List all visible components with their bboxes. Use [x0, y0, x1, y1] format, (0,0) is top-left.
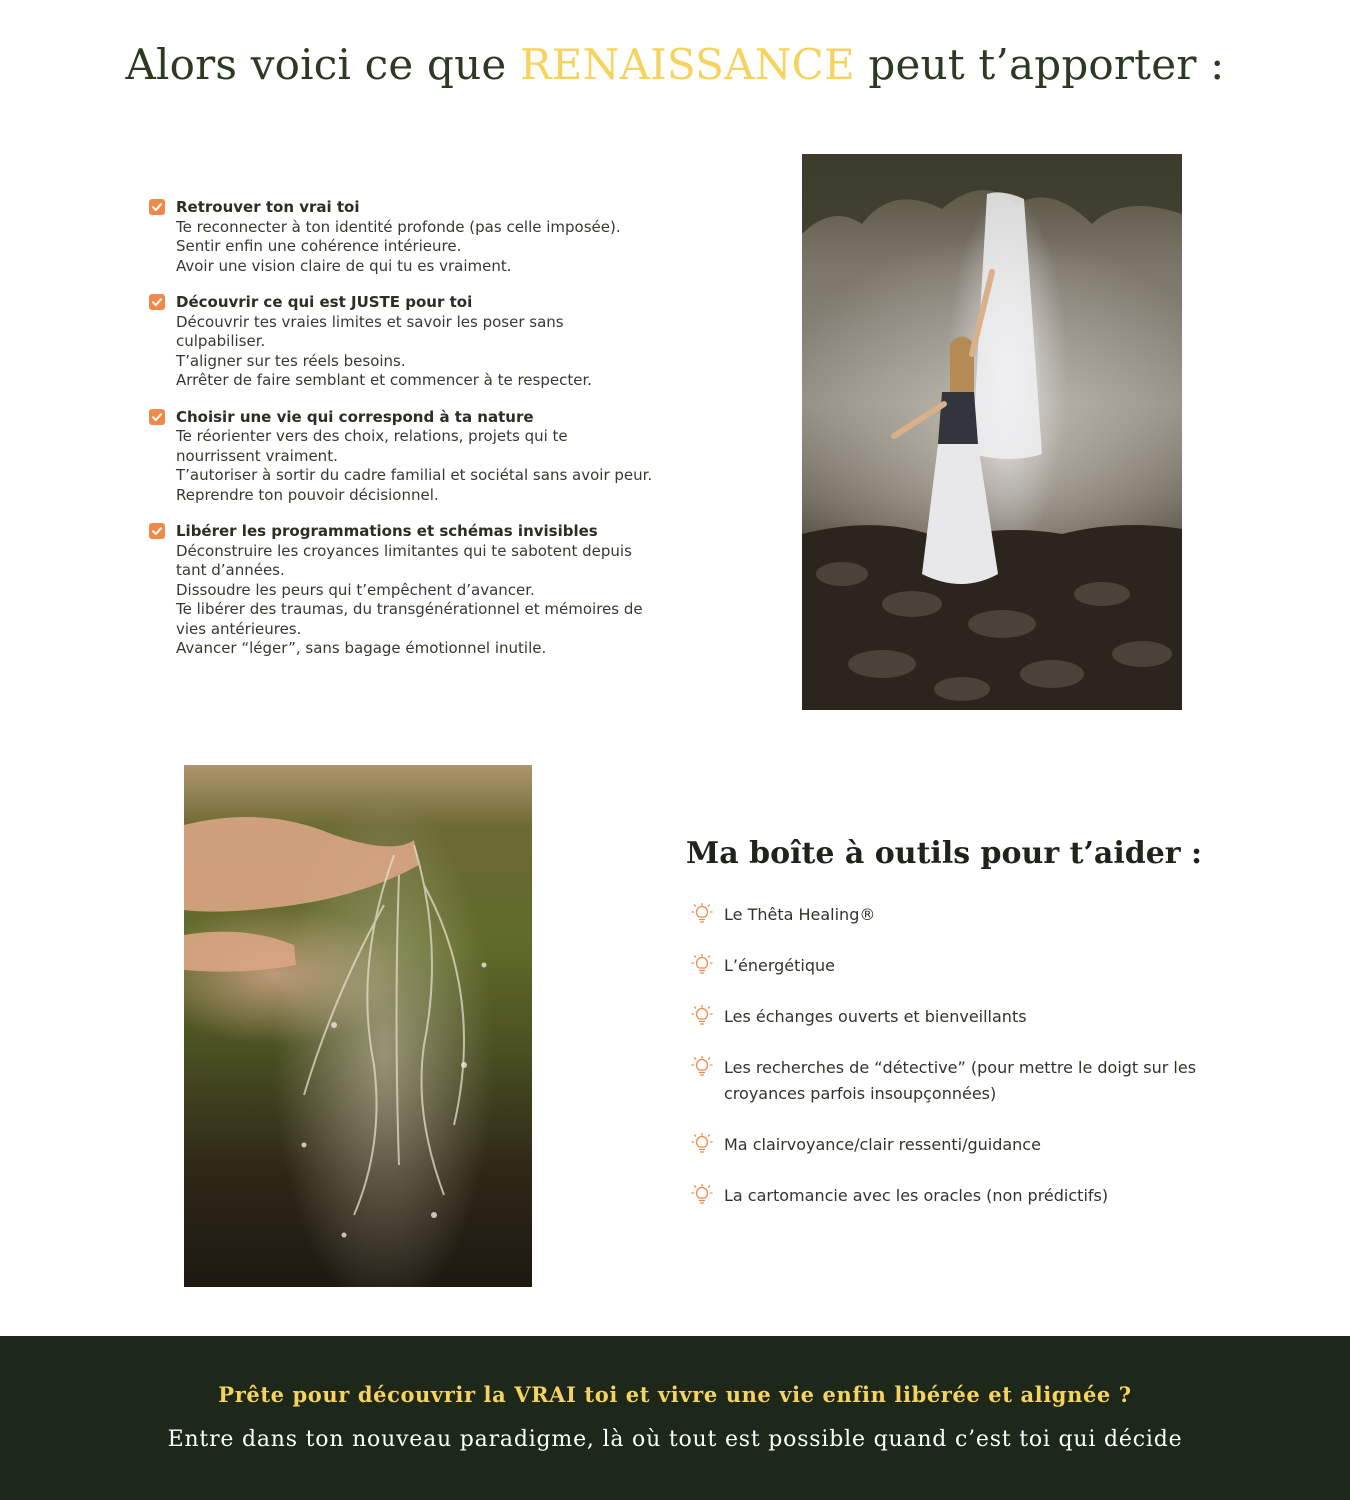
- benefit-description-line: Découvrir tes vraies limites et savoir les poser sans: [176, 312, 564, 331]
- toolbox-item: [690, 953, 1230, 979]
- heading-text-after: peut t’apporter :: [854, 40, 1225, 89]
- benefit-item: [149, 408, 689, 506]
- toolbox-item-label: Ma clairvoyance/clair ressenti/guidance: [724, 1135, 1041, 1154]
- benefit-description-line: Reprendre ton pouvoir décisionnel.: [176, 485, 439, 504]
- waterfall-woman-photo: [802, 154, 1182, 710]
- benefit-description-line: Avoir une vision claire de qui tu es vraiment.: [176, 256, 512, 275]
- toolbox-item-label: La cartomancie avec les oracles (non prédictifs): [724, 1186, 1109, 1205]
- lightbulb-icon: [690, 953, 714, 981]
- lightbulb-icon: [690, 1004, 714, 1032]
- toolbox-item: [690, 1004, 1230, 1030]
- lightbulb-icon: [690, 1132, 714, 1160]
- benefit-item: [149, 293, 689, 391]
- benefits-list: [149, 198, 689, 676]
- benefit-description-line: culpabiliser.: [176, 332, 266, 350]
- benefit-description-line: Déconstruire les croyances limitantes qui te sabotent depuis: [176, 541, 632, 560]
- water-splash-illustration: [184, 765, 532, 1287]
- footer-headline: Prête pour découvrir la VRAI toi et vivre une vie enfin libérée et alignée ?: [218, 1382, 1132, 1407]
- benefit-description-line: Dissoudre les peurs qui t’empêchent d’avancer.: [176, 580, 535, 599]
- benefit-title: Découvrir ce qui est JUSTE pour toi: [176, 293, 473, 311]
- toolbox-item-label: Le Thêta Healing®: [724, 905, 876, 924]
- benefit-description-line: Te libérer des traumas, du transgénérationnel et mémoires de: [176, 600, 643, 618]
- heading-text-before: Alors voici ce que: [125, 40, 520, 89]
- footer-subline: Entre dans ton nouveau paradigme, là où tout est possible quand c’est toi qui décide: [167, 1427, 1183, 1452]
- toolbox-item: [690, 1132, 1230, 1158]
- benefit-description-line: Te reconnecter à ton identité profonde (pas celle imposée).: [176, 217, 621, 236]
- checkbox-icon: [149, 409, 165, 425]
- page-heading: [0, 40, 1350, 89]
- benefit-description-line: vies antérieures.: [176, 619, 302, 638]
- toolbox-item-label: L’énergétique: [724, 956, 835, 975]
- toolbox-title: Ma boîte à outils pour t’aider :: [686, 836, 1203, 871]
- toolbox-item-label: Les échanges ouverts et bienveillants: [724, 1007, 1027, 1026]
- benefit-description-line: Avancer “léger”, sans bagage émotionnel inutile.: [176, 639, 547, 657]
- toolbox-item: [690, 1055, 1230, 1107]
- benefit-title: Choisir une vie qui correspond à ta nature: [176, 407, 534, 426]
- checkbox-icon: [149, 523, 165, 539]
- lightbulb-icon: [690, 1183, 714, 1211]
- waterfall-photo-illustration: [802, 154, 1182, 710]
- benefit-description-line: T’autoriser à sortir du cadre familial et sociétal sans avoir peur.: [176, 466, 653, 484]
- lightbulb-icon: [690, 902, 714, 930]
- heading-highlight: RENAISSANCE: [519, 40, 855, 89]
- benefit-description-line: tant d’années.: [176, 561, 285, 579]
- benefit-item: [149, 198, 689, 276]
- toolbox-item-label: Les recherches de “détective” (pour mettre le doigt sur les: [724, 1058, 1197, 1077]
- benefit-description-line: T’aligner sur tes réels besoins.: [176, 351, 406, 370]
- checkbox-icon: [149, 294, 165, 310]
- benefit-description-line: Sentir enfin une cohérence intérieure.: [176, 237, 462, 255]
- benefit-description-line: Arrêter de faire semblant et commencer à te respecter.: [176, 371, 593, 389]
- toolbox-item-label: croyances parfois insoupçonnées): [724, 1084, 997, 1103]
- checkbox-icon: [149, 199, 165, 215]
- cta-footer: [0, 1336, 1350, 1500]
- benefit-description-line: nourrissent vraiment.: [176, 446, 338, 465]
- toolbox-item: [690, 902, 1230, 928]
- benefit-description-line: Te réorienter vers des choix, relations, projets qui te: [176, 427, 568, 445]
- benefit-title: Libérer les programmations et schémas invisibles: [176, 522, 598, 540]
- benefit-item: [149, 522, 689, 659]
- benefit-title: Retrouver ton vrai toi: [176, 198, 360, 216]
- lightbulb-icon: [690, 1055, 714, 1083]
- toolbox-list: [690, 902, 1230, 1234]
- toolbox-item: [690, 1183, 1230, 1209]
- water-splash-hands-photo: [184, 765, 532, 1287]
